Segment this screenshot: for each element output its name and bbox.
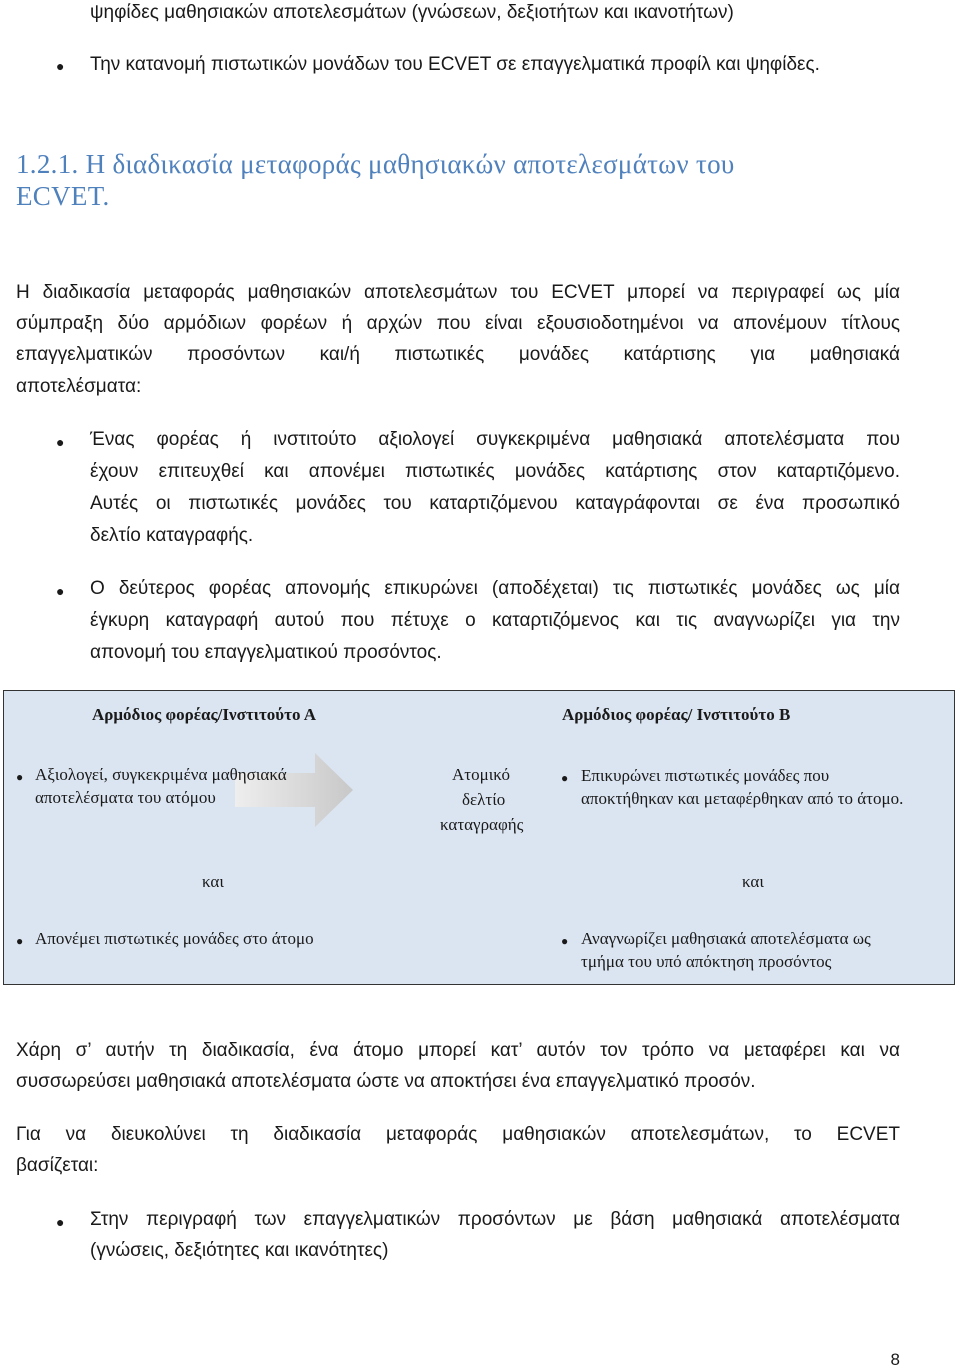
bullet-text-line: απονομή του επαγγελματικού προσόντος.: [90, 642, 442, 663]
bullet-dot: ●: [56, 434, 65, 450]
institution-a-header: Αρμόδιος φορέας/Ινστιτούτο Α: [92, 705, 317, 724]
bullet-dot: ●: [56, 58, 65, 74]
diagram-bullet-dot: ●: [561, 934, 569, 948]
paragraph2-line: Χάρη σ’ αυτήν τη διαδικασία, ένα άτομο μπορεί κατ’ αυτόν τον τρόπο να μεταφέρει και να: [16, 1040, 900, 1061]
a-item1-line: Αξιολογεί, συγκεκριμένα μαθησιακά: [35, 765, 287, 784]
bullet-text-line: Ο δεύτερος φορέας απονομής επικυρώνει (αποδέχεται) τις πιστωτικές μονάδες ως μία: [90, 578, 900, 599]
transfer-diagram: [3, 690, 955, 985]
institution-b-header: Αρμόδιος φορέας/ Ινστιτούτο Β: [562, 705, 791, 724]
paragraph1-line: αποτελέσματα:: [16, 376, 142, 397]
b-item1-line: Επικυρώνει πιστωτικές μονάδες που: [581, 766, 830, 785]
record-label-line: καταγραφής: [440, 815, 524, 834]
record-label-line: Ατομικό: [452, 765, 510, 784]
bottom-bullet-line: Στην περιγραφή των επαγγελματικών προσόντων με βάση μαθησιακά αποτελέσματα: [90, 1209, 900, 1230]
b-item1-line: αποκτήθηκαν και μεταφέρθηκαν από το άτομο.: [581, 789, 904, 808]
and-label-b: και: [742, 872, 764, 891]
b-item2-line: τμήμα του υπό απόκτηση προσόντος: [581, 952, 832, 971]
bottom-bullet-line: (γνώσεις, δεξιότητες και ικανότητες): [90, 1240, 389, 1261]
diagram-bullet-dot: ●: [16, 934, 24, 948]
intro-fragment: ψηφίδες μαθησιακών αποτελεσμάτων (γνώσεων, δεξιοτήτων και ικανοτήτων): [90, 2, 734, 23]
diagram-bullet-dot: ●: [561, 771, 569, 785]
top-bullet-text: Την κατανομή πιστωτικών μονάδων του ECVET σε επαγγελματικά προφίλ και ψηφίδες.: [90, 54, 820, 75]
a-item1-line: αποτελέσματα του ατόμου: [35, 788, 216, 807]
section-heading: [16, 148, 876, 212]
paragraph3-line: βασίζεται:: [16, 1155, 99, 1176]
bullet-text-line: δελτίο καταγραφής.: [90, 525, 254, 546]
paragraph3-line: Για να διευκολύνει τη διαδικασία μεταφοράς μαθησιακών αποτελεσμάτων, το ECVET: [16, 1124, 900, 1145]
and-label-a: και: [202, 872, 224, 891]
bullet-text-line: Αυτές οι πιστωτικές μονάδες του καταρτιζόμενου καταγράφονται σε ένα προσωπικό: [90, 493, 900, 514]
heading-line-2: ECVET.: [16, 181, 110, 211]
bullet-dot: ●: [56, 583, 65, 599]
record-label-line: δελτίο: [462, 790, 506, 809]
heading-line-1: 1.2.1. Η διαδικασία μεταφοράς μαθησιακών αποτελεσμάτων του: [16, 149, 735, 179]
a-item2-text: Απονέμει πιστωτικές μονάδες στο άτομο: [35, 929, 314, 948]
page-number: 8: [890, 1350, 900, 1369]
transfer-arrow-icon: [235, 751, 355, 829]
bullet-dot: ●: [56, 1214, 65, 1230]
paragraph2-line: συσσωρεύσει μαθησιακά αποτελέσματα ώστε να αποκτήσει ένα επαγγελματικό προσόν.: [16, 1071, 756, 1092]
paragraph1-line: επαγγελματικών προσόντων και/ή πιστωτικές μονάδες κατάρτισης για μαθησιακά: [16, 344, 900, 365]
paragraph1-line: Η διαδικασία μεταφοράς μαθησιακών αποτελεσμάτων του ECVET μπορεί να περιγραφεί ως μία: [16, 282, 900, 303]
paragraph1-line: σύμπραξη δύο αρμόδιων φορέων ή αρχών που είναι εξουσιοδοτημένοι να απονέμουν τίτλους: [16, 313, 900, 334]
bullet-text-line: Ένας φορέας ή ινστιτούτο αξιολογεί συγκεκριμένα μαθησιακά αποτελέσματα που: [90, 429, 900, 450]
bullet-text-line: έχουν επιτευχθεί και απονέμει πιστωτικές μονάδες κατάρτισης στον καταρτιζόμενο.: [90, 461, 900, 482]
diagram-bullet-dot: ●: [16, 770, 24, 784]
b-item2-line: Αναγνωρίζει μαθησιακά αποτελέσματα ως: [581, 929, 871, 948]
bullet-text-line: έγκυρη καταγραφή αυτού που πέτυχε ο καταρτιζόμενος και τις αναγνωρίζει για την: [90, 610, 900, 631]
